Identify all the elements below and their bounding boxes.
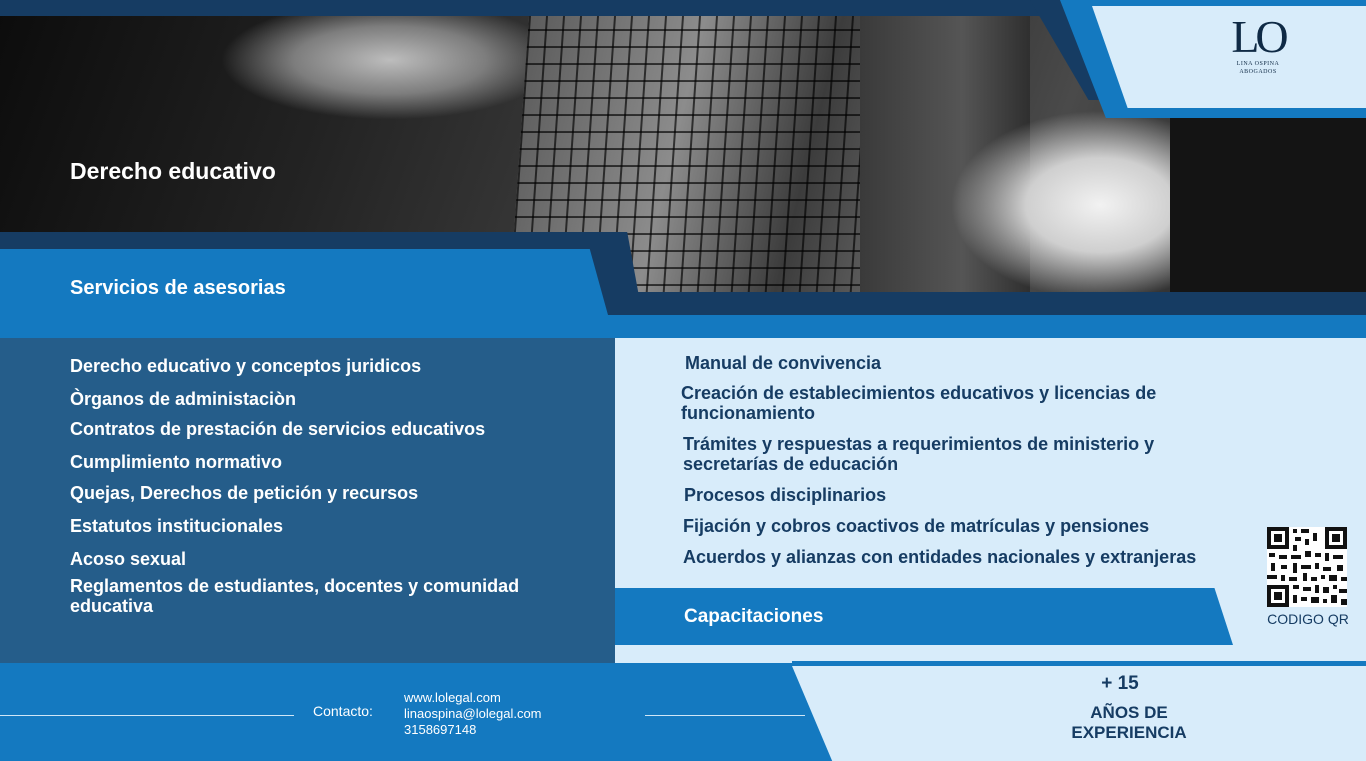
- footer-accent-line: [792, 661, 1366, 666]
- list-item: Derecho educativo y conceptos juridicos: [70, 356, 422, 376]
- brand-logo: [1228, 11, 1288, 76]
- list-item: Reglamentos de estudiantes, docentes y comunidad: [70, 576, 520, 596]
- page-title: Derecho educativo: [70, 158, 276, 184]
- list-item: Fijación y cobros coactivos de matrículas y pensiones: [683, 516, 1150, 536]
- services-band-strip: [0, 315, 1366, 338]
- list-item-continuation: funcionamiento: [681, 403, 815, 423]
- logo-line-2: ABOGADOS: [1239, 69, 1277, 75]
- years-label: [1040, 703, 1218, 743]
- footer-divider-left: [0, 715, 294, 716]
- services-left-column: [0, 338, 615, 663]
- years-label-line-2: EXPERIENCIA: [1071, 723, 1187, 742]
- list-item: Procesos disciplinarios: [684, 485, 887, 505]
- list-item: Òrganos de administaciòn: [70, 389, 297, 409]
- top-accent-bar: [0, 0, 1100, 16]
- qr-label: CODIGO QR: [1267, 611, 1349, 627]
- contact-label: Contacto:: [313, 703, 373, 719]
- list-item: Quejas, Derechos de petición y recursos: [70, 483, 419, 503]
- list-item: Estatutos institucionales: [70, 516, 284, 536]
- services-title: Servicios de asesorias: [70, 277, 286, 299]
- list-item: Contratos de prestación de servicios educativos: [70, 419, 486, 439]
- list-item: Creación de establecimientos educativos y licencias de: [681, 383, 1157, 403]
- list-item: Trámites y respuestas a requerimientos de ministerio y: [683, 434, 1155, 454]
- list-item-continuation: educativa: [70, 596, 154, 616]
- list-item: Acuerdos y alianzas con entidades nacionales y extranjeras: [683, 547, 1197, 567]
- years-label-line-1: AÑOS DE: [1090, 703, 1168, 722]
- years-number: + 15: [1101, 673, 1139, 694]
- email-link[interactable]: linaospina@lolegal.com: [404, 706, 542, 721]
- logo-mark: LO: [1231, 11, 1285, 62]
- list-item-continuation: secretarías de educación: [683, 454, 899, 474]
- website-link[interactable]: www.lolegal.com: [404, 690, 501, 705]
- logo-line-1: LINA OSPINA: [1236, 61, 1280, 67]
- services-band-dark-extension: [600, 292, 1366, 316]
- list-item: Cumplimiento normativo: [70, 452, 283, 472]
- phone-number: 3158697148: [404, 722, 477, 737]
- footer-divider-right: [645, 715, 805, 716]
- list-item: Acoso sexual: [70, 549, 187, 569]
- qr-code-icon: [1267, 527, 1347, 607]
- list-item: Manual de convivencia: [685, 353, 882, 373]
- capacitaciones-label: Capacitaciones: [684, 606, 824, 627]
